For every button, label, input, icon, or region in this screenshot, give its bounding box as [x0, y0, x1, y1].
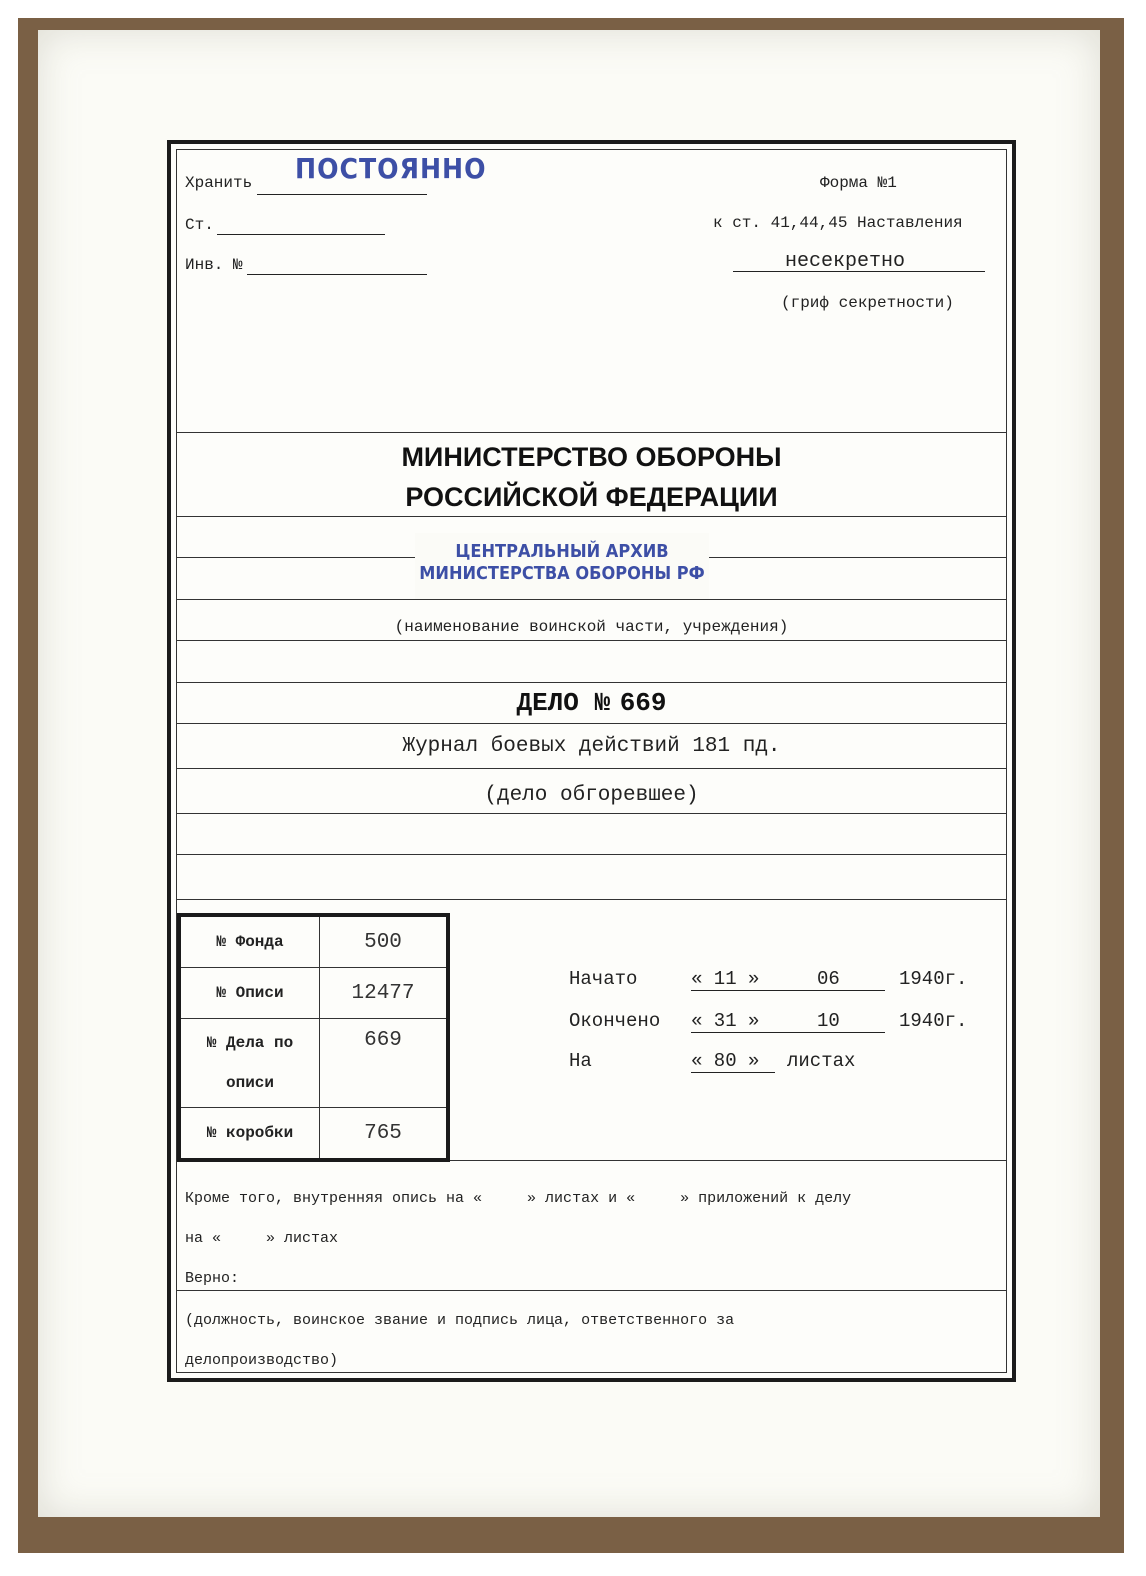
- sheets-count: « 80 »: [691, 1050, 760, 1072]
- end-month: 10: [817, 1010, 840, 1032]
- table-row: [179, 1108, 448, 1161]
- start-day: « 11 »: [691, 968, 760, 990]
- unit-caption: (наименование воинской части, учреждения): [394, 618, 789, 636]
- sheets-underline: [691, 1072, 775, 1073]
- keep-underline: [257, 194, 427, 195]
- box-label: № коробки: [179, 1108, 320, 1161]
- rule: [177, 599, 1006, 600]
- case-note: (дело обгоревшее): [484, 784, 699, 807]
- end-year: 1940г.: [899, 1010, 968, 1032]
- st-label: Ст.: [185, 216, 214, 234]
- rule: [177, 640, 1006, 641]
- ministry-line-2: РОССИЙСКОЙ ФЕДЕРАЦИИ: [405, 482, 778, 512]
- inv-underline: [247, 274, 427, 275]
- delo-label: № Дела по описи: [179, 1019, 320, 1108]
- box-value: 765: [320, 1108, 449, 1161]
- position-line-1: (должность, воинское звание и подпись лица, ответственного за: [185, 1312, 735, 1329]
- table-row: [179, 968, 448, 1019]
- sheets-word: листах: [787, 1050, 856, 1072]
- sheets-line: на « » листах: [185, 1230, 339, 1247]
- case-heading: [177, 688, 1006, 718]
- secrecy-value: несекретно: [785, 250, 906, 273]
- archive-stamp-line-1: ЦЕНТРАЛЬНЫЙ АРХИВ: [455, 541, 669, 562]
- start-label: Начато: [569, 968, 638, 990]
- delo-value: 669: [320, 1019, 449, 1108]
- start-year: 1940г.: [899, 968, 968, 990]
- end-day: « 31 »: [691, 1010, 760, 1032]
- rule: [177, 432, 1006, 433]
- case-title: Журнал боевых действий 181 пд.: [402, 735, 781, 758]
- opis-label: № Описи: [179, 968, 320, 1019]
- fond-label: № Фонда: [179, 915, 320, 968]
- table-row: [179, 1019, 448, 1108]
- fond-value: 500: [320, 915, 449, 968]
- inventory-line: Кроме того, внутренняя опись на « » листах и « » приложений к делу: [185, 1190, 852, 1207]
- case-number: 669: [619, 688, 667, 718]
- form-inner-border: [176, 149, 1007, 1373]
- rule: [177, 768, 1006, 769]
- start-underline: [691, 990, 885, 991]
- table-row: [179, 915, 448, 968]
- verified-label: Верно:: [185, 1270, 240, 1287]
- keep-label: Хранить: [185, 174, 253, 192]
- secrecy-underline: [733, 271, 985, 272]
- rule: [177, 854, 1006, 855]
- start-month: 06: [817, 968, 840, 990]
- form-reference: к ст. 41,44,45 Наставления: [713, 214, 963, 232]
- sheets-label: На: [569, 1050, 592, 1072]
- archive-stamp-box: [415, 533, 709, 599]
- form-label: Форма №1: [820, 174, 897, 192]
- rule: [177, 813, 1006, 814]
- archive-index-table: [177, 913, 450, 1162]
- position-line-2: делопроизводство): [185, 1352, 339, 1369]
- case-label: ДЕЛО №: [516, 688, 611, 718]
- keep-stamp: ПОСТОЯННО: [295, 152, 487, 185]
- opis-value: 12477: [320, 968, 449, 1019]
- rule: [177, 682, 1006, 683]
- secrecy-caption: (гриф секретности): [781, 294, 954, 312]
- inv-label: Инв. №: [185, 256, 243, 274]
- end-label: Окончено: [569, 1010, 661, 1032]
- rule: [177, 899, 1006, 900]
- case-cover-form: [167, 140, 1016, 1382]
- rule: [177, 1290, 1006, 1291]
- ministry-line-1: МИНИСТЕРСТВО ОБОРОНЫ: [401, 442, 782, 472]
- end-underline: [691, 1032, 885, 1033]
- rule: [177, 723, 1006, 724]
- rule: [177, 516, 1006, 517]
- archive-stamp-line-2: МИНИСТЕРСТВА ОБОРОНЫ РФ: [419, 563, 705, 584]
- st-underline: [217, 234, 385, 235]
